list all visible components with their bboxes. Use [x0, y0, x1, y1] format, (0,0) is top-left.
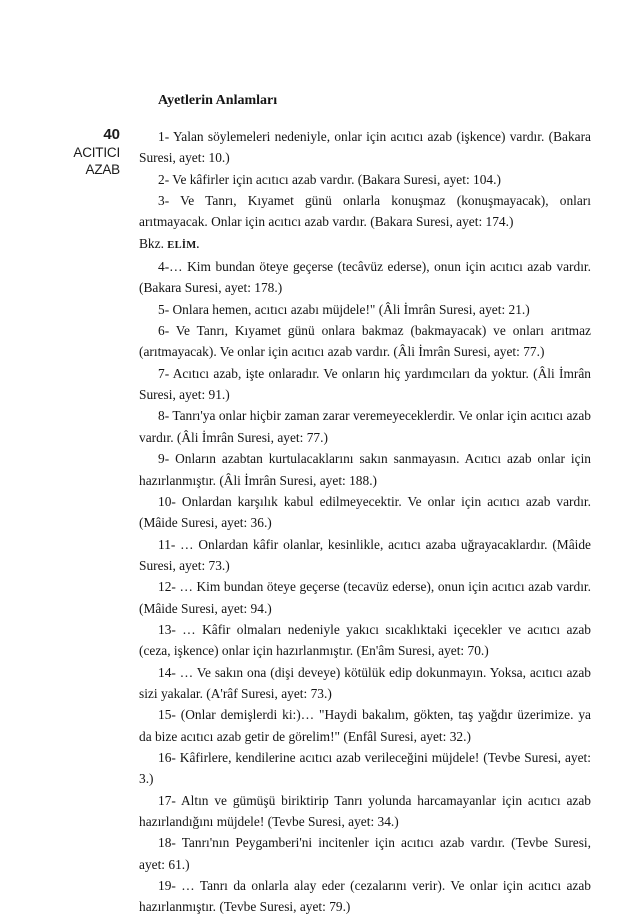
verse-19: 19- … Tanrı da onlarla alay eder (cezalarını verir). Ve onlar için acıtıcı azab hazırlanmıştır. (Tevbe Suresi, ayet: 79.) [139, 878, 591, 915]
verse-10: 10- Onlardan karşılık kabul edilmeyecektir. Ve onlar için acıtıcı azab vardır. (Mâide Suresi, ayet: 36.) [139, 493, 591, 531]
verse-18: 18- Tanrı'nın Peygamberi'ni incitenler için acıtıcı azab vardır. (Tevbe Suresi, ayet: 61.) [139, 835, 591, 872]
verse-2: 2- Ve kâfirler için acıtıcı azab vardır. (Bakara Suresi, ayet: 104.) [158, 171, 501, 187]
entry-title-line-2: AZAB [85, 162, 120, 177]
reference-prefix: Bkz. [139, 235, 164, 251]
entry-number: 40 [103, 126, 120, 143]
section-heading: Ayetlerin Anlamları [158, 93, 278, 108]
verse-3: 3- Ve Tanrı, Kıyamet günü onlarla konuşmaz (konuşmayacak), onları arıtmayacak. Onlar için acıtıcı azab vardır. (Bakara Suresi, ayet: 174.) [139, 193, 591, 230]
side-marker [50, 126, 120, 178]
verse-9: 9- Onların azabtan kurtulacaklarını sakın sanmayasın. Acıtıcı azab onlar için hazırlanmıştır. (Âli İmrân Suresi, ayet: 188.) [139, 451, 591, 488]
entry-title-line-1: ACITICI [73, 145, 120, 160]
verse-5: 5- Onlara hemen, acıtıcı azabı müjdele!" (Âli İmrân Suresi, ayet: 21.) [158, 301, 530, 317]
verse-11: 11- … Onlardan kâfir olanlar, kesinlikle, acıtıcı azaba uğrayacaklardır. (Mâide Suresi, ayet: 73.) [139, 536, 591, 573]
verse-list [139, 126, 591, 918]
cross-reference [139, 233, 591, 256]
verse-14: 14- … Ve sakın ona (dişi deveye) kötülük edip dokunmayın. Yoksa, acıtıcı azab sizi yakalar. (A'râf Suresi, ayet: 73.) [139, 664, 591, 701]
verse-7: 7- Acıtıcı azab, işte onlaradır. Ve onların hiç yardımcıları da yoktur. (Âli İmrân Suresi, ayet: 91.) [139, 365, 591, 403]
verse-8: 8- Tanrı'ya onlar hiçbir zaman zarar veremeyeceklerdir. Ve onlar için acıtıcı azab vardır. (Âli İmrân Suresi, ayet: 77.) [139, 408, 591, 445]
verse-1: 1- Yalan söylemeleri nedeniyle, onlar için acıtıcı azab (işkence) vardır. (Bakara Suresi, ayet: 10.) [139, 129, 591, 166]
verse-13: 13- … Kâfir olmaları nedeniyle yakıcı sıcaklıktaki içecekler ve acıtıcı azab (ceza, işkence) onlar için hazırlanmıştır. (En'âm Suresi, ayet: 70.) [139, 621, 591, 659]
reference-term: ELİM. [167, 239, 200, 251]
verse-12: 12- … Kim bundan öteye geçerse (tecavüz ederse), onun için acıtıcı azab vardır. (Mâide Suresi, ayet: 94.) [139, 579, 591, 616]
verse-16: 16- Kâfirlere, kendilerine acıtıcı azab verileceğini müjdele! (Tevbe Suresi, ayet: 3.) [139, 749, 591, 787]
verse-4: 4-… Kim bundan öteye geçerse (tecâvüz ederse), onun için acıtıcı azab vardır. (Bakara Suresi, ayet: 178.) [139, 259, 591, 296]
verse-17: 17- Altın ve gümüşü biriktirip Tanrı yolunda harcamayanlar için acıtıcı azab hazırlandığını müjdele! (Tevbe Suresi, ayet: 34.) [139, 792, 591, 829]
verse-15: 15- (Onlar demişlerdi ki:)… "Haydi bakalım, gökten, taş yağdır üzerimize. ya da bize acıtıcı azab getir de görelim!" (Enfâl Suresi, ayet: 32.) [139, 707, 591, 744]
verse-6: 6- Ve Tanrı, Kıyamet günü onlara bakmaz (bakmayacak) ve onları arıtmaz (arıtmayacak). Ve onlar için acıtıcı azab vardır. (Âli İmrân Suresi, ayet: 77.) [139, 323, 591, 360]
